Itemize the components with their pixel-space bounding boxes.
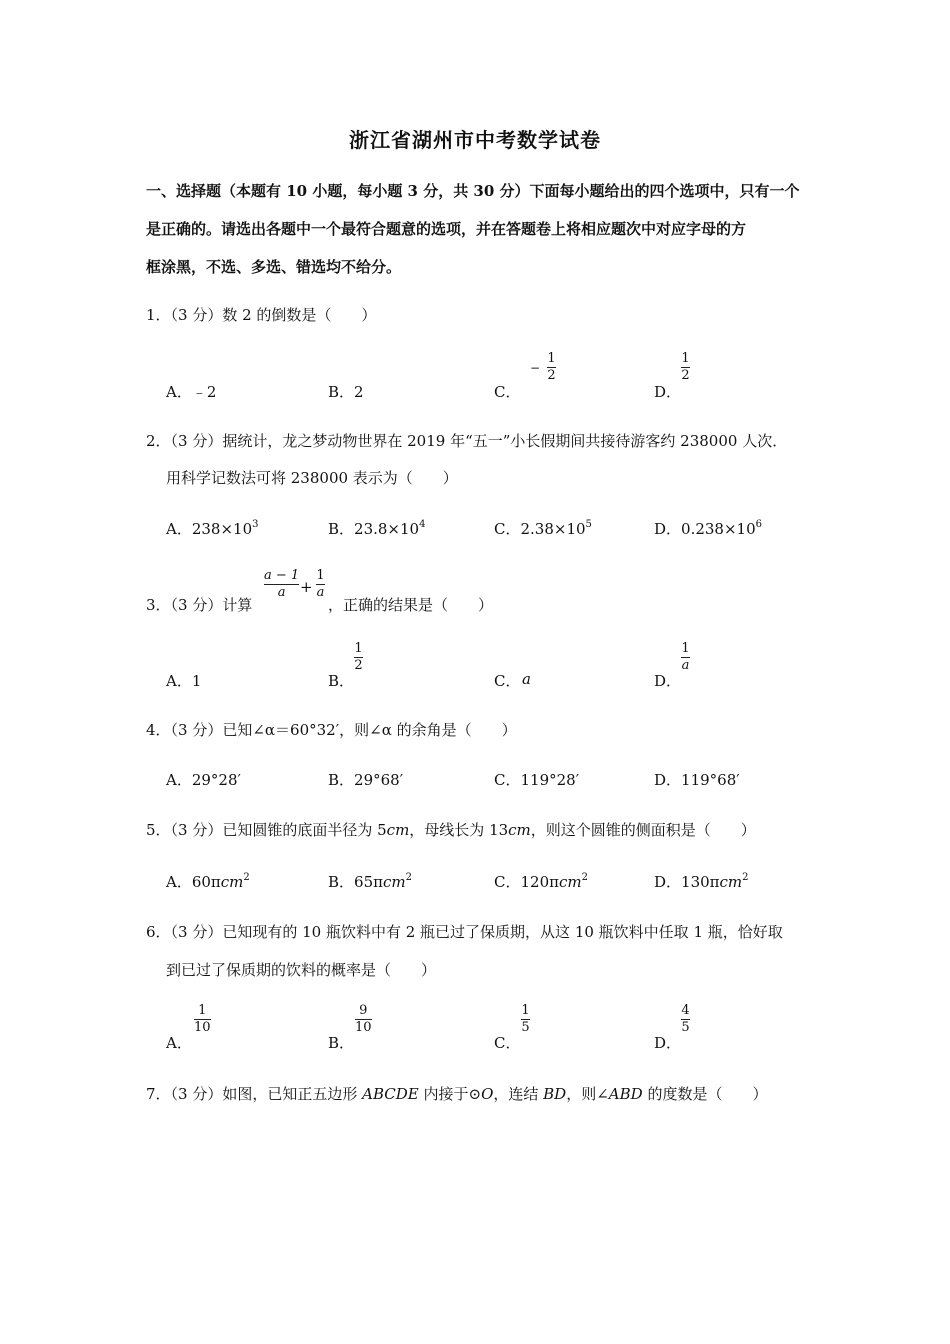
question-4-stem: 4．（3 分）已知∠α＝60°32′，则∠α 的余角是（ ） <box>146 721 517 739</box>
question-4-option-c: C．119°28′ <box>494 771 580 789</box>
fraction-denominator: 5 <box>681 1020 690 1035</box>
fraction-denominator: 10 <box>194 1020 211 1035</box>
fraction-numerator: 1 <box>547 351 556 366</box>
fraction-denominator: 2 <box>681 368 690 383</box>
fraction-numerator: 4 <box>681 1003 690 1018</box>
question-5-option-c: C．120πcm$^2$ <box>494 872 588 891</box>
fraction-numerator: 1 <box>521 1003 530 1018</box>
question-6-option-b-fraction <box>355 1003 372 1035</box>
fraction-numerator: 1 <box>681 641 690 656</box>
fraction-numerator: 1 <box>681 351 690 366</box>
question-6-stem-line-2: 到已过了保质期的饮料的概率是（ ） <box>166 961 437 979</box>
question-6-stem-line-1: 6．（3 分）已知现有的 10 瓶饮料中有 2 瓶已过了保质期，从这 10 瓶饮料中任取 1 瓶，恰好取 <box>146 923 783 941</box>
question-1-option-c-fraction <box>547 351 556 383</box>
question-2-option-d: D．$0.238\times 10^6$ <box>654 519 762 538</box>
question-1-option-c-label: C． <box>494 383 521 401</box>
question-3-option-c-label: C． <box>494 672 521 690</box>
question-4-option-d: D．119°68′ <box>654 771 740 789</box>
question-5-option-b: B．65πcm$^2$ <box>328 872 412 891</box>
question-1-option-a: A．﹣2 <box>166 383 217 401</box>
question-3-fraction-2 <box>316 568 325 600</box>
section-instruction-line-3: 框涂黑，不选、多选、错选均不给分。 <box>146 258 402 276</box>
question-6-option-c-label: C． <box>494 1034 521 1052</box>
question-3-option-d-fraction <box>681 641 690 673</box>
fraction-numerator: 1 <box>198 1003 207 1018</box>
question-2-stem-line-2: 用科学记数法可将 238000 表示为（ ） <box>166 469 458 487</box>
fraction-denominator: a <box>277 585 286 600</box>
fraction-denominator: a <box>316 585 325 600</box>
question-3-option-b-fraction <box>354 641 363 673</box>
question-7-stem: 7．（3 分）如图，已知正五边形 ABCDE 内接于⊙O，连结 BD，则∠ABD 的度数是（ ） <box>146 1085 768 1103</box>
fraction-denominator: 5 <box>521 1020 530 1035</box>
fraction-numerator: 1 <box>316 568 325 583</box>
question-6-option-d-label: D． <box>654 1034 682 1052</box>
question-3-option-b-label: B． <box>328 672 355 690</box>
question-2-option-b: B．$23.8\times 10^4$ <box>328 519 426 538</box>
question-3-stem-prefix: 3．（3 分）计算 <box>146 596 253 614</box>
question-5-option-d: D．130πcm$^2$ <box>654 872 749 891</box>
question-1-option-d-fraction <box>681 351 690 383</box>
fraction-denominator: 10 <box>355 1020 372 1035</box>
question-1-option-b: B．2 <box>328 383 364 401</box>
question-1-option-d-label: D． <box>654 383 682 401</box>
section-instruction-line-1: 一、选择题（本题有 10 小题，每小题 3 分，共 30 分）下面每小题给出的四个选项中，只有一个 <box>146 182 800 200</box>
fraction-denominator: 2 <box>547 368 556 383</box>
question-6-option-a-label: A． <box>166 1034 192 1052</box>
fraction-numerator: 9 <box>359 1003 368 1018</box>
section-instruction-line-2: 是正确的。请选出各题中一个最符合题意的选项，并在答题卷上将相应题次中对应字母的方 <box>146 220 747 238</box>
fraction-denominator: a <box>681 658 690 673</box>
question-6-option-b-label: B． <box>328 1034 355 1052</box>
question-5-option-a: A．60πcm$^2$ <box>166 872 250 891</box>
question-2-option-a: A．$238\times 10^3$ <box>166 519 259 538</box>
question-1-stem: 1．（3 分）数 2 的倒数是（ ） <box>146 306 377 324</box>
fraction-numerator: a − 1 <box>264 568 300 583</box>
question-4-option-b: B．29°68′ <box>328 771 404 789</box>
page-title: 浙江省湖州市中考数学试卷 <box>349 128 601 152</box>
question-5-stem: 5．（3 分）已知圆锥的底面半径为 5cm，母线长为 13cm，则这个圆锥的侧面积是（ ） <box>146 821 756 839</box>
question-1-option-c-minus: − <box>530 361 541 375</box>
plus-sign: + <box>300 578 313 596</box>
question-2-stem-line-1: 2．（3 分）据统计，龙之梦动物世界在 2019 年“五一”小长假期间共接待游客约 238000 人次． <box>146 432 788 450</box>
fraction-denominator: 2 <box>354 658 363 673</box>
question-3-option-c-value: a <box>522 670 531 688</box>
question-3-option-d-label: D． <box>654 672 682 690</box>
fraction-numerator: 1 <box>354 641 363 656</box>
question-6-option-c-fraction <box>521 1003 530 1035</box>
question-3-option-a: A．1 <box>166 672 202 690</box>
question-6-option-d-fraction <box>681 1003 690 1035</box>
question-3-fraction-1 <box>264 568 299 600</box>
question-2-option-c: C．$2.38\times 10^5$ <box>494 519 592 538</box>
question-4-option-a: A．29°28′ <box>166 771 241 789</box>
question-6-option-a-fraction <box>194 1003 211 1035</box>
question-3-stem-suffix: ，正确的结果是（ ） <box>328 596 494 614</box>
